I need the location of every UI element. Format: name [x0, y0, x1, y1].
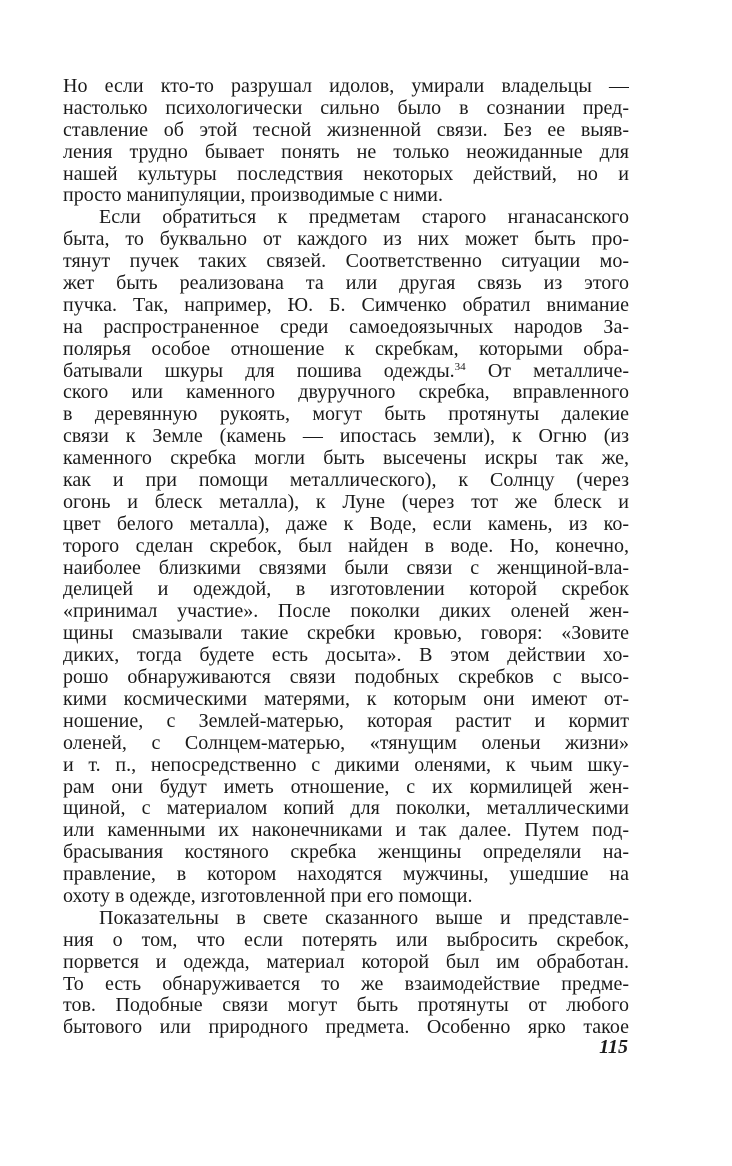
text-line-content: Показательны в свете сказанного выше и представле- [99, 907, 629, 929]
text-line [63, 995, 629, 1017]
text-line-content: ставление об этой тесной жизненной связи. Без ее выяв- [63, 119, 629, 141]
text-line-continuation: От металличе- [465, 360, 629, 382]
text-line [63, 142, 629, 164]
text-line-content: тов. Подобные связи могут быть протянуты от любого [63, 995, 629, 1017]
text-line-content: батывали шкуры для пошива одежды. [63, 360, 455, 382]
text-line-content: «принимал участие». После поколки диких оленей жен- [63, 601, 629, 623]
text-line [63, 317, 629, 339]
text-line-content: Если обратиться к предметам старого нганасанского [99, 207, 629, 229]
text-line [63, 623, 629, 645]
text-line-content: цвет белого металла), даже к Воде, если камень, из ко- [63, 513, 629, 535]
page-number: 115 [599, 1036, 628, 1058]
text-line-content: диких, тогда будете есть досыта». В этом действии хо- [63, 645, 629, 667]
text-line-content: тянут пучек таких связей. Соответственно ситуации мо- [63, 251, 629, 273]
text-line-content: брасывания костяного скребка женщины определяли на- [63, 842, 629, 864]
text-line [63, 361, 629, 383]
text-line-content: каменного скребка могли быть высечены искры так же, [63, 448, 629, 470]
text-line-content: рам они будут иметь отношение, с их кормилицей жен- [63, 776, 629, 798]
text-line [63, 711, 629, 733]
text-line-content: делицей и одеждой, в изготовлении которой скребок [63, 579, 629, 601]
text-line-content: связи к Земле (камень — ипостась земли), к Огню (из [63, 426, 629, 448]
text-line-content: пучка. Так, например, Ю. Б. Симченко обратил внимание [63, 294, 629, 316]
text-line-content: кими космическими матерями, к которым они имеют от- [63, 688, 629, 710]
text-line [63, 974, 629, 996]
text-line [63, 382, 629, 404]
text-line-content: щины смазывали такие скребки кровью, говоря: «Зовите [63, 623, 629, 645]
text-line [63, 273, 629, 295]
text-line [63, 930, 629, 952]
text-line [63, 820, 629, 842]
footnote-reference: 34 [454, 360, 466, 373]
text-line-content: Но если кто-то разрушал идолов, умирали владельцы — [63, 76, 629, 97]
text-line [63, 76, 629, 98]
text-line-content: или каменными их наконечниками и так далее. Путем под- [63, 820, 629, 842]
text-line [63, 777, 629, 799]
text-line [63, 229, 629, 251]
text-line [63, 536, 629, 558]
text-line-content: как и при помощи металлического), к Солнцу (через [63, 470, 629, 492]
text-line [63, 514, 629, 536]
text-line [63, 295, 629, 317]
text-line [63, 404, 629, 426]
text-line-content: огонь и блеск металла), к Луне (через тот же блеск и [63, 491, 629, 513]
text-line-content: настолько психологически сильно было в сознании пред- [63, 97, 629, 119]
text-line [63, 1017, 629, 1039]
text-line-content: ния о том, что если потерять или выбросить скребок, [63, 929, 629, 951]
text-line-content: порвется и одежда, материал которой был им обработан. [63, 951, 629, 973]
text-line [63, 667, 629, 689]
text-line-content: на распространенное среди самоедоязычных народов За- [63, 316, 629, 338]
text-line [63, 645, 629, 667]
text-line-content: оленей, с Солнцем-матерью, «тянущим оленьи жизни» [63, 732, 629, 754]
text-line-content: быта, то буквально от каждого из них может быть про- [63, 229, 629, 251]
text-line [63, 207, 629, 229]
body-text [63, 76, 629, 1039]
text-line [63, 470, 629, 492]
text-line-content: щиной, с материалом копий для поколки, металлическими [63, 798, 629, 820]
text-line-content: торого сделан скребок, был найден в воде. Но, конечно, [63, 535, 629, 557]
text-line-content: наиболее близкими связями были связи с женщиной-вла- [63, 557, 629, 579]
text-line [63, 864, 629, 886]
text-line [63, 755, 629, 777]
text-line [63, 952, 629, 974]
text-line-content: жет быть реализована та или другая связь из этого [63, 273, 629, 295]
text-line [63, 164, 629, 186]
text-line [63, 448, 629, 470]
text-line-content: и т. п., непосредственно с дикими оленями, к чьим шку- [63, 754, 629, 776]
text-line [63, 120, 629, 142]
text-line [63, 185, 629, 207]
text-line-content: в деревянную рукоять, могут быть протянуты далекие [63, 404, 629, 426]
text-line [63, 689, 629, 711]
text-line [63, 908, 629, 930]
text-line-content: охоту в одежде, изготовленной при его помощи. [63, 885, 473, 907]
text-line [63, 798, 629, 820]
text-line [63, 558, 629, 580]
text-line [63, 579, 629, 601]
text-line-content: ского или каменного двуручного скребка, вправленного [63, 382, 629, 404]
text-line-content: правление, в котором находятся мужчины, ушедшие на [63, 864, 629, 886]
text-line [63, 492, 629, 514]
text-line [63, 251, 629, 273]
text-line [63, 842, 629, 864]
text-line-content: ления трудно бывает понять не только неожиданные для [63, 141, 629, 163]
text-line [63, 339, 629, 361]
text-line-content: нашей культуры последствия некоторых действий, но и [63, 163, 629, 185]
text-line [63, 98, 629, 120]
text-line-content: ношение, с Землей-матерью, которая растит и кормит [63, 710, 629, 732]
text-line-content: То есть обнаруживается то же взаимодействие предме- [63, 973, 629, 995]
text-line-content: полярья особое отношение к скребкам, которыми обра- [63, 338, 629, 360]
text-line-content: просто манипуляции, производимые с ними. [63, 185, 443, 207]
text-line-content: рошо обнаруживаются связи подобных скребков с высо- [63, 667, 629, 689]
text-line [63, 733, 629, 755]
text-line [63, 886, 629, 908]
text-line [63, 601, 629, 623]
text-line [63, 426, 629, 448]
text-line-content: бытового или природного предмета. Особенно ярко такое [63, 1017, 629, 1039]
